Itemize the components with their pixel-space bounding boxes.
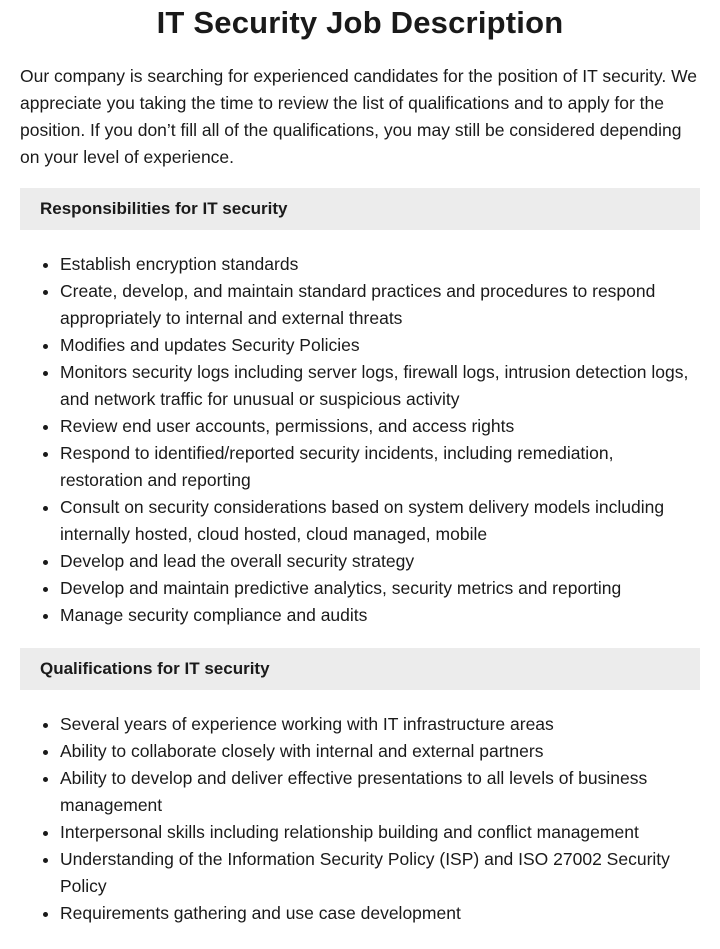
list-item: • Manage security compliance and audits	[60, 602, 700, 629]
page-title: IT Security Job Description	[156, 5, 564, 40]
list-item: • Develop and lead the overall security strategy	[60, 548, 700, 575]
list-item: • Ability to develop and deliver effective presentations to all levels of business management	[60, 765, 700, 819]
list-item: • Create, develop, and maintain standard practices and procedures to respond appropriately to internal and external threats	[60, 278, 700, 332]
qualifications-list	[20, 711, 700, 927]
responsibilities-heading: Responsibilities for IT security	[20, 188, 700, 230]
list-item: • Modifies and updates Security Policies	[60, 332, 700, 359]
responsibilities-list	[20, 251, 700, 629]
list-item: • Develop and maintain predictive analytics, security metrics and reporting	[60, 575, 700, 602]
list-item: • Understanding of the Information Security Policy (ISP) and ISO 27002 Security Policy	[60, 846, 700, 900]
list-item: • Requirements gathering and use case development	[60, 900, 700, 927]
list-item: • Monitors security logs including server logs, firewall logs, intrusion detection logs, and network traffic for unusual or suspicious activity	[60, 359, 700, 413]
list-item: • Interpersonal skills including relationship building and conflict management	[60, 819, 700, 846]
list-item: • Review end user accounts, permissions, and access rights	[60, 413, 700, 440]
intro-paragraph: Our company is searching for experienced candidates for the position of IT security. We appreciate you taking the time to review the list of qualifications and to apply for the position. If you don’t fill all of the qualifications, you may still be considered depending on your level of experience.	[20, 66, 698, 167]
list-item: • Consult on security considerations based on system delivery models including internally hosted, cloud hosted, cloud managed, mobile	[60, 494, 700, 548]
list-item: • Several years of experience working with IT infrastructure areas	[60, 711, 700, 738]
list-item: • Respond to identified/reported security incidents, including remediation, restoration and reporting	[60, 440, 700, 494]
list-item: • Establish encryption standards	[60, 251, 700, 278]
qualifications-heading: Qualifications for IT security	[20, 648, 700, 690]
list-item: • Ability to collaborate closely with internal and external partners	[60, 738, 700, 765]
